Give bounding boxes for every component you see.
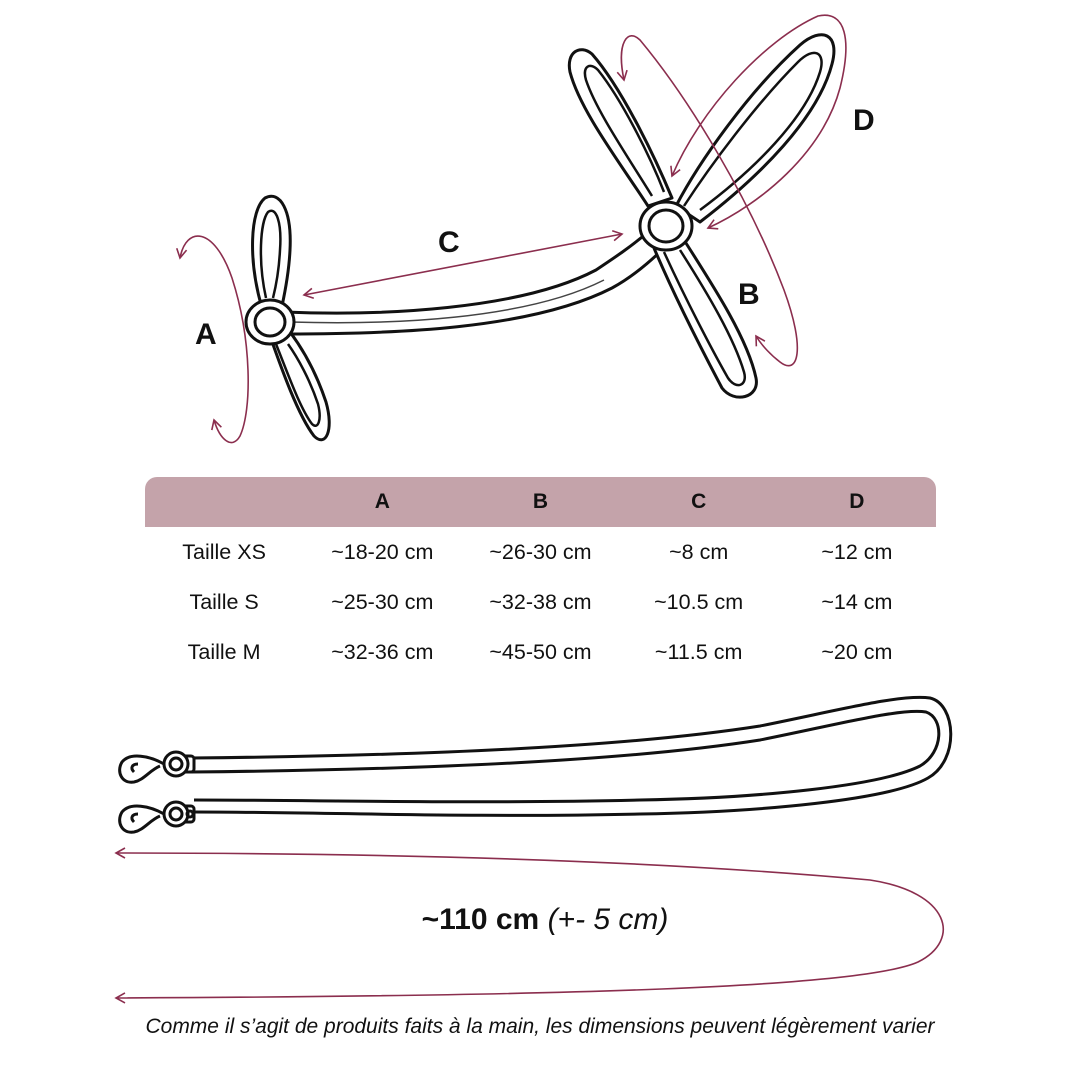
cell-d: ~12 cm — [821, 539, 893, 564]
table-row — [145, 577, 936, 627]
cell-size-name: Taille XS — [182, 539, 266, 564]
cell-size-name: Taille S — [189, 589, 259, 614]
harness-connecting-strap — [284, 232, 666, 334]
cell-size-name: Taille M — [187, 639, 261, 664]
size-table-header — [145, 477, 936, 527]
harness-right-loops — [569, 35, 834, 397]
table-row — [145, 527, 936, 577]
leash-length-tolerance: (+- 5 cm) — [547, 903, 669, 936]
label-a: A — [195, 318, 217, 351]
leash — [120, 697, 951, 832]
label-b: B — [738, 278, 760, 311]
cell-b: ~32-38 cm — [489, 589, 592, 614]
arrow-c — [304, 234, 622, 295]
header-cell-a: A — [303, 477, 461, 527]
size-table — [145, 477, 936, 677]
leash-length-label — [0, 903, 1080, 937]
cell-d: ~14 cm — [821, 589, 893, 614]
cell-c: ~8 cm — [669, 539, 729, 564]
handmade-note: Comme il s’agit de produits faits à la main, les dimensions peuvent légèrement varier — [145, 1015, 935, 1038]
cell-c: ~10.5 cm — [654, 589, 744, 614]
header-cell-c: C — [620, 477, 778, 527]
header-cell-size — [145, 477, 303, 527]
cell-c: ~11.5 cm — [654, 639, 743, 664]
header-cell-d: D — [778, 477, 936, 527]
label-d: D — [853, 104, 875, 137]
cell-a: ~18-20 cm — [331, 539, 434, 564]
cell-d: ~20 cm — [821, 639, 893, 664]
label-c: C — [438, 226, 460, 259]
cell-b: ~45-50 cm — [489, 639, 592, 664]
cell-b: ~26-30 cm — [489, 539, 592, 564]
table-row — [145, 627, 936, 677]
cell-a: ~25-30 cm — [331, 589, 434, 614]
cell-a: ~32-36 cm — [331, 639, 434, 664]
leash-length-value: ~110 cm — [421, 903, 540, 936]
header-cell-b: B — [461, 477, 619, 527]
